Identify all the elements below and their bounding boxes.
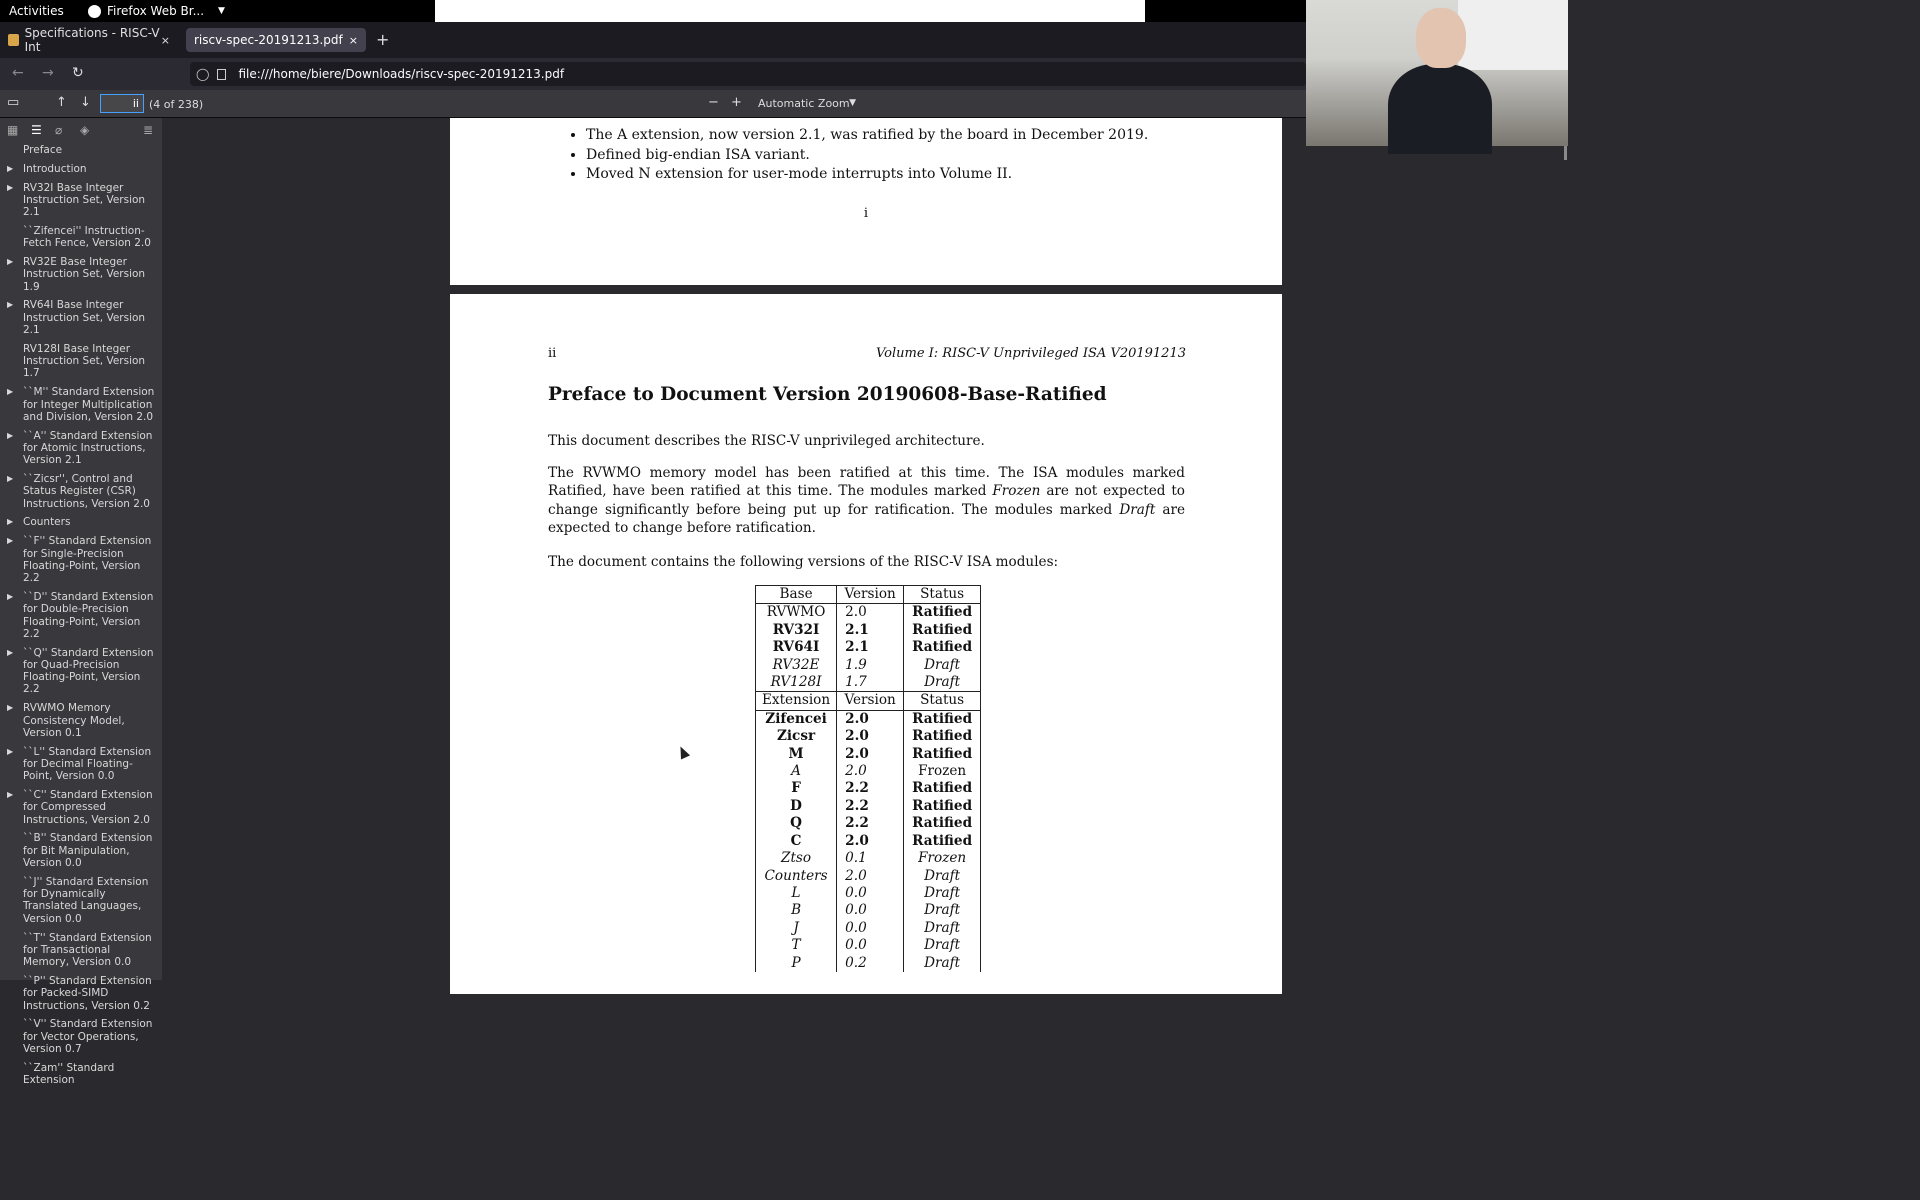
outline-item[interactable] [0, 473, 162, 510]
close-tab-icon[interactable]: × [348, 33, 358, 47]
table-cell: 1.7 [837, 674, 904, 692]
expand-triangle-icon[interactable]: ▶ [7, 163, 14, 173]
outline-item-label: ``B'' Standard Extension for Bit Manipulation, Version 0.0 [23, 832, 153, 870]
outline-item[interactable] [0, 225, 162, 250]
outline-item-label: ``T'' Standard Extension for Transactional Memory, Version 0.0 [23, 931, 152, 969]
app-menu[interactable] [88, 4, 225, 18]
table-cell: Ratified [904, 639, 981, 656]
outline-item[interactable] [0, 182, 162, 219]
outline-item-label: ``P'' Standard Extension for Packed-SIMD Instructions, Version 0.2 [23, 974, 152, 1012]
outline-icon[interactable]: ☰ [31, 123, 42, 137]
outline-item[interactable] [0, 876, 162, 925]
sidebar-toggle-icon[interactable]: ▭ [7, 95, 20, 110]
outline-item-label: Preface [23, 144, 63, 156]
table-cell: 2.0 [837, 746, 904, 763]
scrollbar-thumb[interactable] [1564, 146, 1567, 160]
outline-item[interactable] [0, 832, 162, 869]
table-cell: Draft [904, 955, 981, 972]
paragraph: This document describes the RISC-V unprivileged architecture. [548, 433, 985, 449]
tab-label: riscv-spec-20191213.pdf [194, 33, 343, 47]
expand-triangle-icon[interactable]: ▶ [7, 387, 14, 397]
table-cell: Ratified [904, 728, 981, 745]
table-cell: 2.0 [837, 833, 904, 850]
table-cell: Draft [904, 657, 981, 674]
outline-item[interactable] [0, 343, 162, 380]
list-item: • The A extension, now version 2.1, was ratified by the board in December 2019. [586, 126, 1148, 146]
outline-item[interactable] [0, 1062, 162, 1087]
outline-item-label: Counters [23, 516, 71, 529]
zoom-out-button[interactable]: − [708, 95, 719, 110]
bullet-list [570, 126, 1148, 185]
outline-item-label: ``A'' Standard Extension for Atomic Instructions, Version 2.1 [23, 429, 153, 467]
app-name: Firefox Web Br... [107, 4, 205, 18]
table-cell: Counters [756, 868, 837, 885]
attachments-icon[interactable]: ⌀ [55, 123, 63, 137]
table-row [756, 710, 981, 728]
expand-triangle-icon[interactable]: ▶ [7, 647, 14, 657]
column-header: Base [756, 586, 837, 604]
expand-triangle-icon[interactable]: ▶ [7, 790, 14, 800]
outline-item-label: ``M'' Standard Extension for Integer Multiplication and Division, Version 2.0 [23, 386, 155, 423]
outline-item-label: ``Zicsr'', Control and Status Register (CSR) Instructions, Version 2.0 [23, 473, 150, 510]
table-row [756, 885, 981, 902]
table-cell: 1.9 [837, 657, 904, 674]
whiteboard [1458, 0, 1568, 70]
table-cell: Draft [904, 885, 981, 902]
pdf-viewer[interactable] [163, 118, 1568, 980]
outline-item[interactable] [0, 516, 162, 528]
expand-triangle-icon[interactable]: ▶ [7, 746, 14, 756]
table-row [756, 746, 981, 763]
table-row [756, 937, 981, 954]
outline-item-label: RV64I Base Integer Instruction Set, Version 2.1 [23, 299, 146, 337]
outline-item[interactable] [0, 702, 162, 739]
expand-triangle-icon[interactable]: ▶ [7, 182, 14, 192]
table-cell: 2.2 [837, 798, 904, 815]
expand-triangle-icon[interactable]: ▶ [7, 257, 14, 267]
table-cell: Ztso [756, 850, 837, 867]
close-tab-icon[interactable]: × [160, 33, 170, 47]
sidebar-toolbar [0, 118, 162, 144]
expand-triangle-icon[interactable]: ▶ [7, 517, 14, 527]
table-cell: Draft [904, 868, 981, 885]
outline-item[interactable] [0, 932, 162, 969]
table-cell: 2.1 [837, 639, 904, 656]
table-cell: A [756, 763, 837, 780]
caret-down-icon: ▼ [218, 6, 225, 16]
back-icon[interactable]: ← [12, 65, 24, 81]
table-cell: 2.0 [837, 868, 904, 885]
table-cell: 0.2 [837, 955, 904, 972]
table-row [756, 728, 981, 745]
next-page-icon[interactable]: ↓ [80, 95, 91, 110]
outline-item[interactable] [0, 163, 162, 175]
table-cell: Ratified [904, 833, 981, 850]
outline-item-label: ``L'' Standard Extension for Decimal Floating-Point, Version 0.0 [23, 745, 152, 783]
table-cell: 2.1 [837, 622, 904, 639]
layers-icon[interactable]: ◈ [80, 123, 90, 137]
table-cell: RV32E [756, 657, 837, 674]
tab-bar [0, 22, 1306, 58]
table-cell: Draft [904, 674, 981, 692]
zoom-select[interactable] [752, 94, 862, 113]
pdf-page-2 [450, 294, 1282, 994]
table-cell: 0.0 [837, 937, 904, 954]
table-cell: Ratified [904, 710, 981, 728]
table-cell: T [756, 937, 837, 954]
expand-triangle-icon[interactable]: ▶ [7, 591, 14, 601]
table-cell: Ratified [904, 780, 981, 797]
outline-item[interactable] [0, 535, 162, 584]
outline-item[interactable] [0, 647, 162, 696]
outline-item-label: ``J'' Standard Extension for Dynamically Translated Languages, Version 0.0 [23, 875, 149, 925]
outline-item-label: RV32I Base Integer Instruction Set, Version 2.1 [23, 181, 146, 219]
table-cell: Ratified [904, 622, 981, 639]
table-cell: C [756, 833, 837, 850]
page-count: (4 of 238) [149, 98, 204, 111]
table-cell: 2.2 [837, 815, 904, 832]
forward-icon[interactable]: → [42, 65, 54, 81]
page-title: Preface to Document Version 20190608-Base-Ratified [548, 384, 1107, 405]
table-row [756, 763, 981, 780]
pdf-page-1 [450, 118, 1282, 285]
table-row [756, 815, 981, 832]
page-number: i [863, 206, 869, 221]
outline-item[interactable] [0, 591, 162, 640]
outline-item[interactable] [0, 299, 162, 336]
firefox-icon [88, 5, 101, 18]
outline-item[interactable] [0, 430, 162, 467]
page-number-input[interactable]: ii [100, 94, 144, 113]
table-cell: Ratified [904, 746, 981, 763]
paragraph: The RVWMO memory model has been ratified at this time. The ISA modules marked Ratified, have been ratified at this time. The modules marked Frozen are not expected to change significantly before being put up for ratification. The modules marked Draft are expected to change before ratification. [548, 465, 1186, 537]
outline-item-label: RV128I Base Integer Instruction Set, Version 1.7 [23, 342, 146, 380]
table-cell: RVWMO [756, 604, 837, 622]
table-row [756, 798, 981, 815]
table-cell: Zicsr [756, 728, 837, 745]
table-cell: Frozen [904, 850, 981, 867]
presenter-head [1416, 8, 1466, 68]
outline-tree [0, 144, 162, 1086]
shield-icon[interactable]: ◯ [196, 67, 210, 81]
outline-item-label: Introduction [23, 162, 87, 175]
outline-item-label: ``Q'' Standard Extension for Quad-Precision Floating-Point, Version 2.2 [23, 646, 154, 696]
table-cell: Draft [904, 937, 981, 954]
table-cell: 2.0 [837, 763, 904, 780]
table-cell: Zifencei [756, 710, 837, 728]
table-cell: P [756, 955, 837, 972]
presenter-body [1388, 64, 1492, 154]
table-row [756, 868, 981, 885]
outline-item-label: ``V'' Standard Extension for Vector Operations, Version 0.7 [23, 1018, 153, 1055]
table-cell: L [756, 885, 837, 902]
outline-item[interactable] [0, 789, 162, 826]
table-cell: Frozen [904, 763, 981, 780]
previous-page-icon[interactable]: ↑ [56, 95, 67, 110]
favicon-icon [8, 34, 19, 46]
table-cell: 0.0 [837, 885, 904, 902]
table-cell: 2.0 [837, 728, 904, 745]
new-tab-button[interactable]: + [376, 30, 390, 49]
table-cell: J [756, 920, 837, 937]
table-row [756, 657, 981, 674]
running-header-page: ii [548, 346, 557, 361]
table-cell: RV128I [756, 674, 837, 692]
reload-icon[interactable]: ↻ [72, 65, 84, 81]
outline-item[interactable] [0, 144, 162, 156]
table-header-row [756, 586, 981, 604]
outline-item-label: ``Zifencei'' Instruction-Fetch Fence, Version 2.0 [23, 224, 151, 250]
table-row [756, 780, 981, 797]
table-cell: Draft [904, 902, 981, 919]
chevron-down-icon: ▼ [849, 98, 856, 108]
table-row [756, 639, 981, 656]
table-row [756, 622, 981, 639]
table-header-row [756, 692, 981, 710]
nav-bar [0, 58, 1306, 90]
pdf-sidebar [0, 118, 162, 1086]
table-cell: 2.2 [837, 780, 904, 797]
expand-triangle-icon[interactable]: ▶ [7, 300, 14, 310]
table-cell: Draft [904, 920, 981, 937]
list-item: • Defined big-endian ISA variant. [586, 146, 1148, 166]
table-cell: Q [756, 815, 837, 832]
expand-triangle-icon[interactable]: ▶ [7, 430, 14, 440]
table-cell: M [756, 746, 837, 763]
column-header: Version [837, 692, 904, 710]
column-header: Status [904, 586, 981, 604]
outline-item-label: ``F'' Standard Extension for Single-Precision Floating-Point, Version 2.2 [23, 535, 152, 585]
paragraph: The document contains the following versions of the RISC-V ISA modules: [548, 554, 1059, 570]
webcam-overlay [1306, 0, 1568, 146]
zoom-in-button[interactable]: + [731, 95, 742, 110]
outline-item[interactable] [0, 975, 162, 1012]
tab-pdf[interactable] [186, 28, 366, 52]
zoom-label: Automatic Zoom [758, 97, 850, 110]
table-cell: D [756, 798, 837, 815]
table-row [756, 833, 981, 850]
outline-item[interactable] [0, 746, 162, 783]
table-cell: 2.0 [837, 710, 904, 728]
table-row [756, 902, 981, 919]
outline-item-label: ``Zam'' Standard Extension [23, 1061, 115, 1086]
column-header: Version [837, 586, 904, 604]
expand-triangle-icon[interactable]: ▶ [7, 703, 14, 713]
expand-triangle-icon[interactable]: ▶ [7, 536, 14, 546]
column-header: Status [904, 692, 981, 710]
table-cell: RV32I [756, 622, 837, 639]
activities-button[interactable]: Activities [9, 4, 64, 18]
outline-item-label: ``C'' Standard Extension for Compressed Instructions, Version 2.0 [23, 789, 153, 826]
url-bar[interactable] [190, 62, 1306, 86]
table-row [756, 604, 981, 622]
table-cell: F [756, 780, 837, 797]
table-cell: 0.0 [837, 920, 904, 937]
table-cell: Ratified [904, 815, 981, 832]
outline-item-label: ``D'' Standard Extension for Double-Precision Floating-Point, Version 2.2 [23, 590, 154, 640]
table-cell: Ratified [904, 604, 981, 622]
list-item: • Moved N extension for user-mode interrupts into Volume II. [586, 165, 1148, 185]
column-header: Extension [756, 692, 837, 710]
page-icon [217, 69, 226, 80]
outline-item-label: RV32E Base Integer Instruction Set, Version 1.9 [23, 256, 146, 293]
table-cell: 0.0 [837, 902, 904, 919]
thumbnails-icon[interactable]: ▦ [7, 123, 19, 137]
window-strip [435, 0, 1145, 22]
table-cell: 2.0 [837, 604, 904, 622]
outline-item-label: RVWMO Memory Consistency Model, Version 0.1 [23, 702, 125, 739]
versions-table [755, 585, 981, 972]
outline-item[interactable] [0, 256, 162, 293]
outline-item[interactable] [0, 1018, 162, 1055]
expand-outline-icon[interactable]: ≣ [143, 123, 154, 137]
table-row [756, 955, 981, 972]
table-row [756, 920, 981, 937]
tab-specifications[interactable] [0, 28, 178, 52]
table-cell: RV64I [756, 639, 837, 656]
table-cell: Ratified [904, 798, 981, 815]
expand-triangle-icon[interactable]: ▶ [7, 474, 14, 484]
outline-item[interactable] [0, 386, 162, 423]
table-cell: 0.1 [837, 850, 904, 867]
table-row [756, 674, 981, 692]
tab-label: Specifications - RISC-V Int [24, 26, 160, 54]
running-header-title: Volume I: RISC-V Unprivileged ISA V20191213 [875, 346, 1186, 361]
table-cell: B [756, 902, 837, 919]
table-row [756, 850, 981, 867]
url-text[interactable]: file:///home/biere/Downloads/riscv-spec-20191213.pdf [238, 67, 565, 81]
